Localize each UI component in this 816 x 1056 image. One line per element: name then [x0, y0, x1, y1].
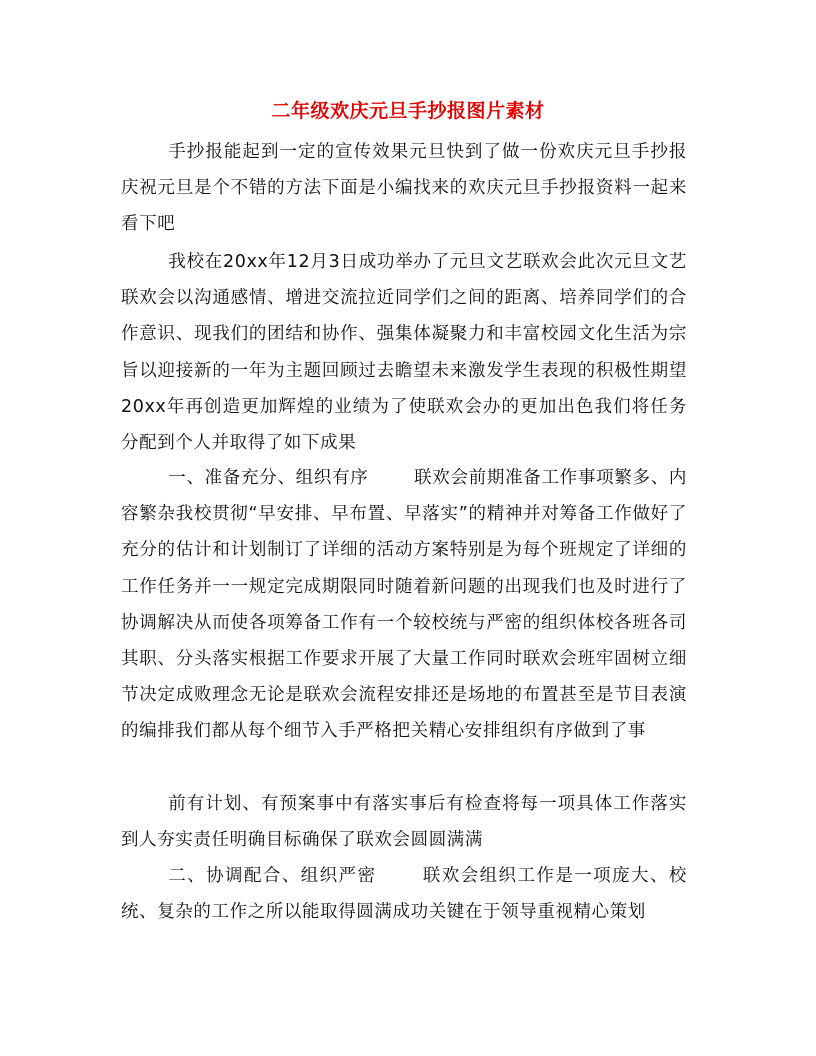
section-heading-preparation: 一、准备充分、组织有序 [168, 468, 369, 488]
paragraph-event-summary: 我校在20xx年12月3日成功举办了元旦文艺联欢会此次元旦文艺联欢会以沟通感情、增进交流拉近同学们之间的距离、培养同学们的合作意识、现我们的团结和协作、强集体凝聚力和丰富校园文化生活为宗旨以迎接新的一年为主题回顾过去瞻望未来激发学生表现的积极性期望20xx年再创造更加辉煌的业绩为了使联欢会办的更加出色我们将任务分配到个人并取得了如下成果 [121, 252, 687, 454]
section-heading-coordination: 二、协调配合、组织严密 [168, 866, 377, 886]
section-body-preparation: 联欢会前期准备工作事项繁多、内容繁杂我校贯彻“早安排、早布置、早落实”的精神并对筹备工作做好了充分的估计和计划制订了详细的活动方案特别是为每个班规定了详细的工作任务并一一规定完成期限同时随着新问题的出现我们也及时进行了协调解决从而使各项筹备工作有一个较校统与严密的组织体校各班各司其职、分头落实根据工作要求开展了大量工作同时联欢会班牢固树立细节决定成败理念无论是联欢会流程安排还是场地的布置甚至是节目表演的编排我们都从每个细节入手严格把关精心安排组织有序做到了事 [121, 468, 687, 742]
paragraph-planning: 前有计划、有预案事中有落实事后有检查将每一项具体工作落实到人夯实责任明确目标确保了联欢会圆圆满满 [121, 794, 687, 851]
paragraph-preparation [121, 460, 687, 750]
document-title: 二年级欢庆元旦手抄报图片素材 [271, 100, 545, 122]
section-body-coordination: 联欢会组织工作是一项庞大、校统、复杂的工作之所以能取得圆满成功关键在于领导重视精心策划 [121, 866, 687, 923]
paragraph-intro: 手抄报能起到一定的宣传效果元旦快到了做一份欢庆元旦手抄报庆祝元旦是个不错的方法下面是小编找来的欢庆元旦手抄报资料一起来看下吧 [121, 142, 687, 235]
paragraph-coordination [121, 858, 687, 930]
